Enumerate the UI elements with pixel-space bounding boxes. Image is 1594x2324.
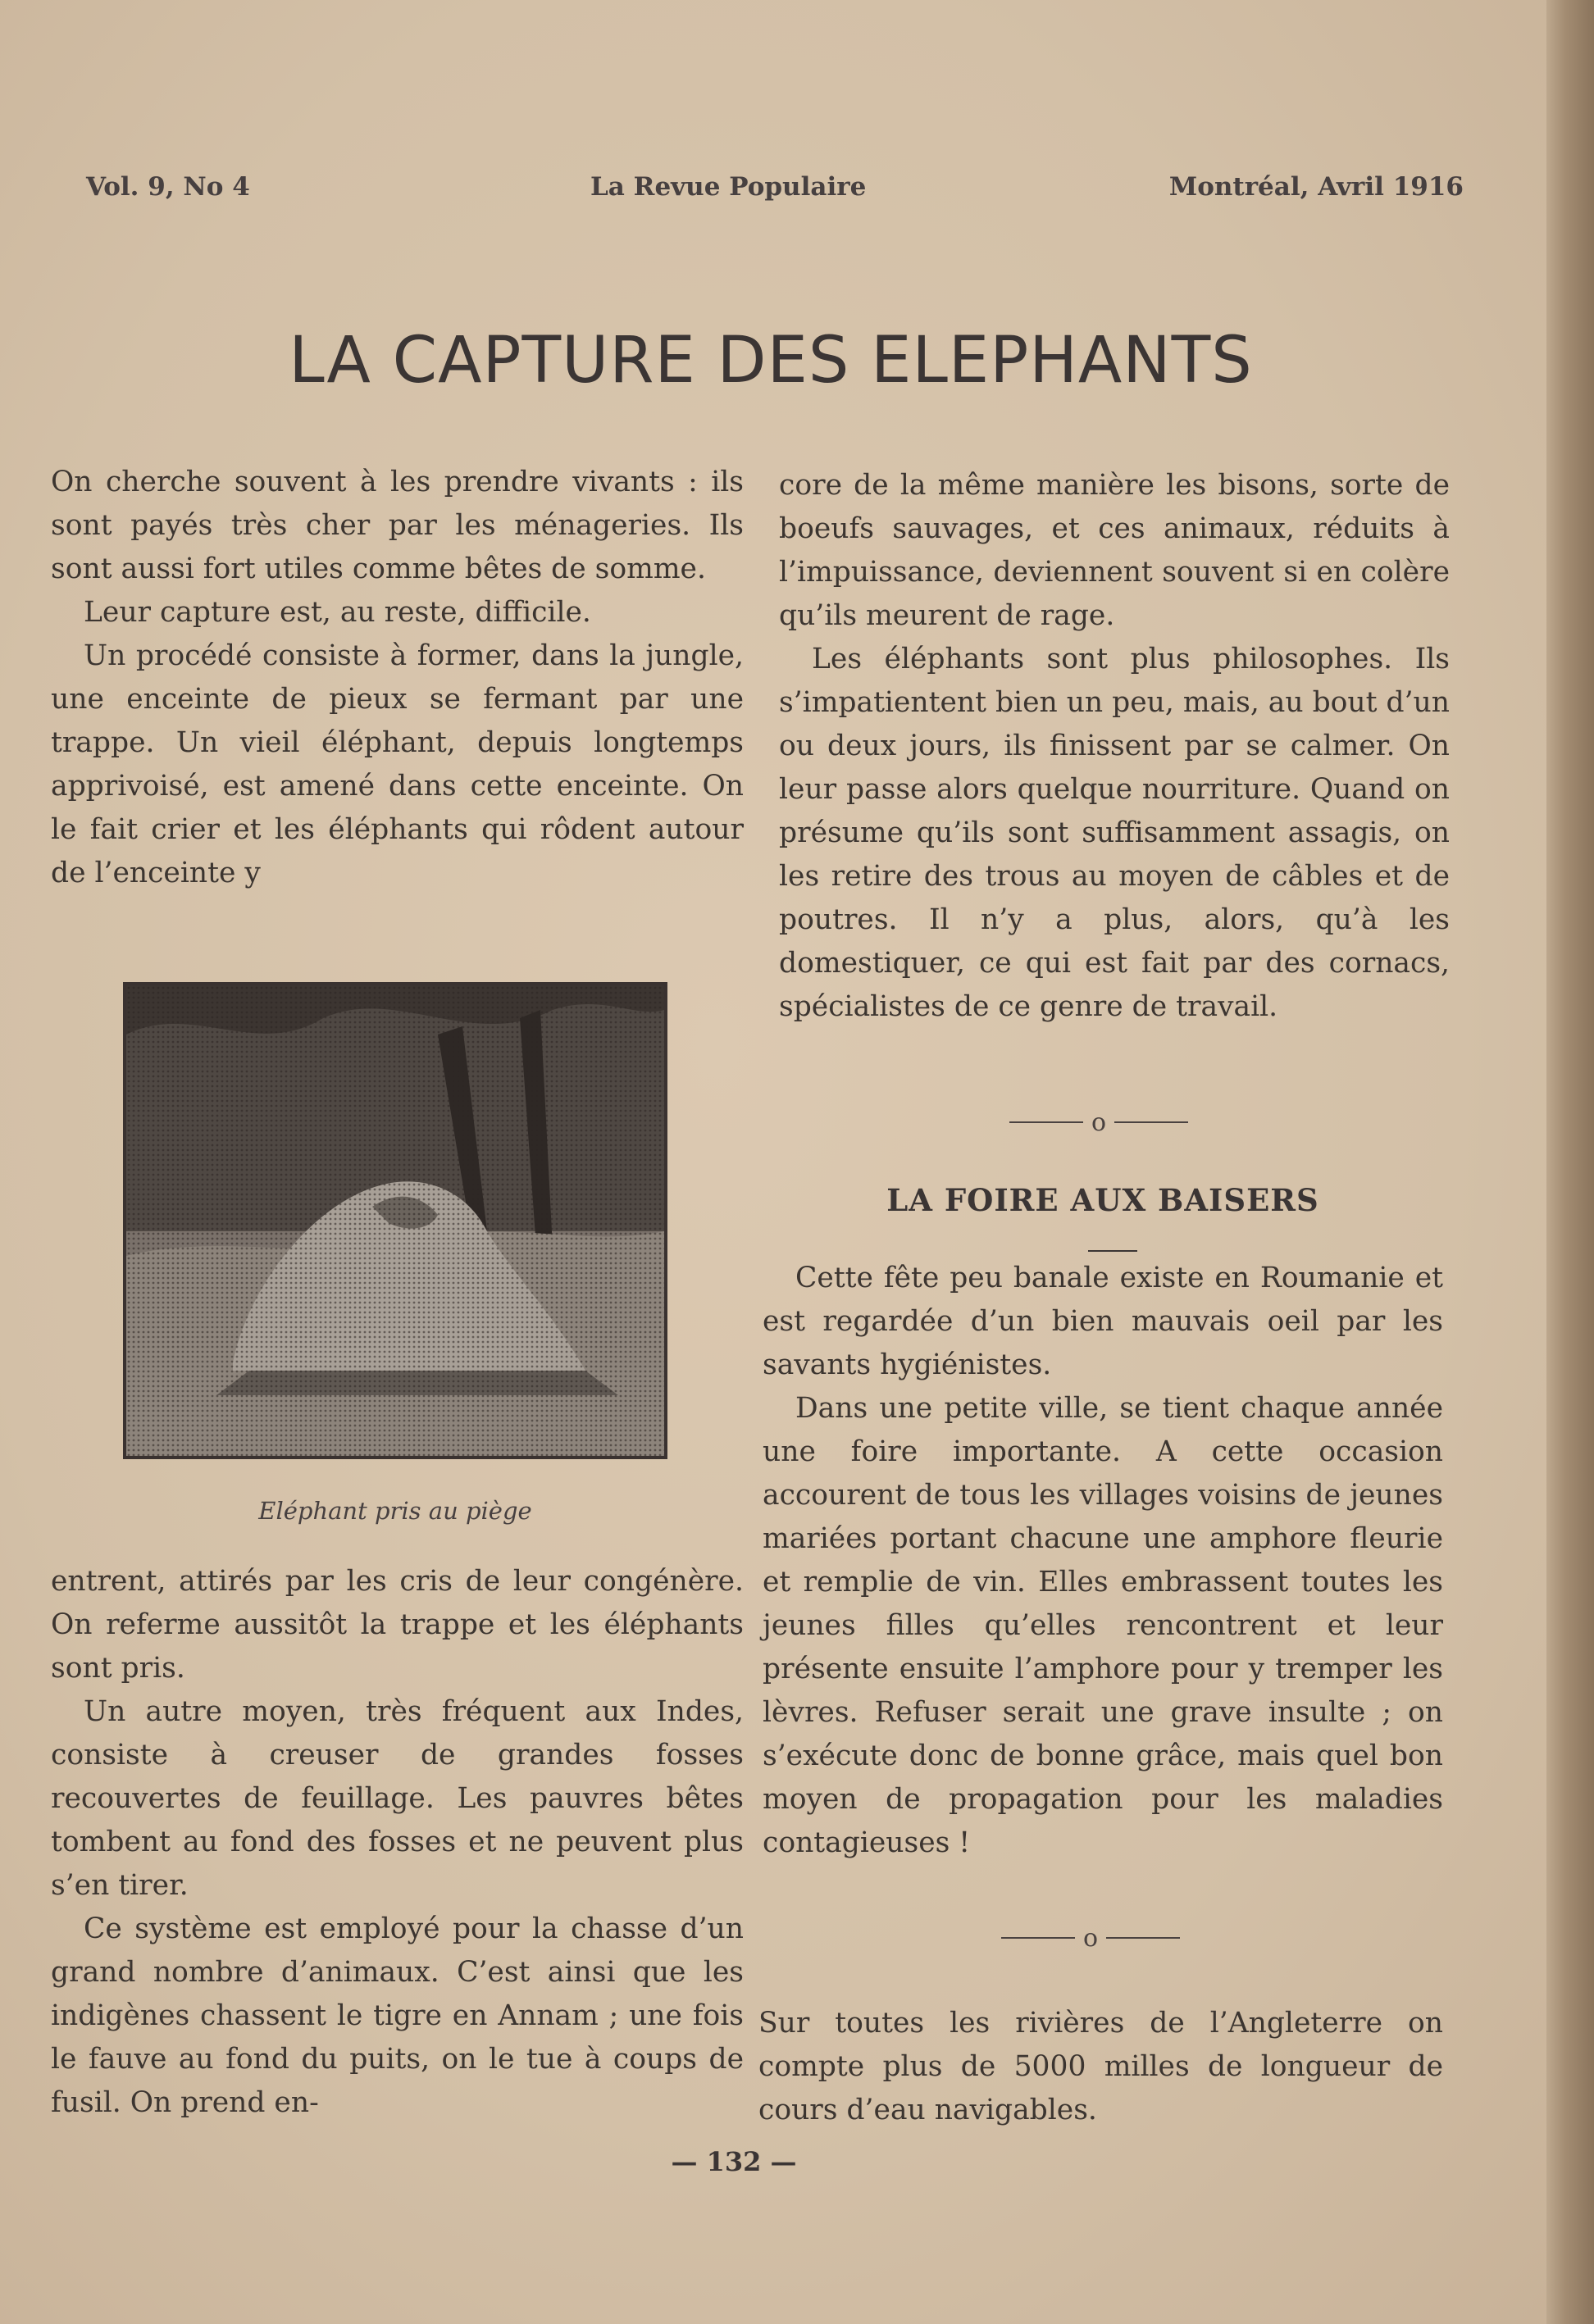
- elephant-photo: [123, 982, 667, 1459]
- separator-rule: [1114, 1121, 1188, 1123]
- article-title: LA CAPTURE DES ELEPHANTS: [289, 324, 1253, 398]
- article-column-1: [51, 461, 744, 895]
- second-article-title: LA FOIRE AUX BAISERS: [886, 1182, 1319, 1218]
- section-separator: [968, 1922, 1214, 1953]
- page-number: — 132 —: [671, 2146, 797, 2177]
- place-date: Montréal, Avril 1916: [1168, 172, 1464, 202]
- figure-caption: Eléphant pris au piège: [258, 1497, 532, 1525]
- title-rule: [1088, 1250, 1137, 1252]
- separator-rule: [1009, 1121, 1083, 1123]
- separator-rule: [1001, 1937, 1075, 1939]
- paragraph: On cherche souvent à les prendre vivants : ils sont payés très cher par les ménageries. Ils sont aussi fort utiles comme bêtes de somme.: [51, 466, 744, 585]
- paragraph: entrent, attirés par les cris de leur congénère. On referme aussitôt la trappe et les éléphants sont pris.: [51, 1565, 744, 1685]
- volume-number: Vol. 9, No 4: [86, 172, 250, 202]
- paragraph: core de la même manière les bisons, sorte de boeufs sauvages, et ces animaux, réduits à l’impuissance, deviennent souvent si en colère qu’ils meurent de rage.: [779, 469, 1450, 632]
- paragraph: Dans une petite ville, se tient chaque année une foire importante. A cette occasion accourent de tous les villages voisins de jeunes mariées portant chacune une amphore fleurie et remplie de vin. Elles embrassent toutes les jeunes filles qu’elles rencontrent et leur présente ensuite l’amphore pour y tremper les lèvres. Refuser serait une grave insulte ; on s’exécute donc de bonne grâce, mais quel bon moyen de propagation pour les maladies contagieuses !: [763, 1392, 1443, 1859]
- paragraph: Ce système est employé pour la chasse d’un grand nombre d’animaux. C’est ainsi que les indigènes chassent le tigre en Annam ; une fois le fauve au fond du puits, on le tue à coups de fusil. On prend en-: [51, 1912, 744, 2119]
- separator-rule: [1106, 1937, 1180, 1939]
- section-separator: [976, 1107, 1222, 1137]
- article-column-1-continued: [51, 1560, 744, 2125]
- separator-symbol: o: [1091, 1107, 1107, 1137]
- note-block: [758, 2002, 1443, 2132]
- publication-name: La Revue Populaire: [590, 172, 867, 202]
- paragraph: Un autre moyen, très fréquent aux Indes, consiste à creuser de grandes fosses recouvertes de feuillage. Les pauvres bêtes tombent au fond des fosses et ne peuvent plus s’en tirer.: [51, 1695, 744, 1902]
- elephant-photo-illustration: [126, 985, 664, 1456]
- paragraph: Leur capture est, au reste, difficile.: [84, 596, 591, 629]
- book-spine: [1546, 0, 1594, 2324]
- separator-symbol: o: [1082, 1923, 1099, 1953]
- paragraph: Un procédé consiste à former, dans la jungle, une enceinte de pieux se fermant par une trappe. Un vieil éléphant, depuis longtemps apprivoisé, est amené dans cette enceinte. On le fait crier et les éléphants qui rôdent autour de l’enceinte y: [51, 639, 744, 889]
- second-article-body: [763, 1257, 1443, 1865]
- paragraph: Les éléphants sont plus philosophes. Ils s’impatientent bien un peu, mais, au bout d’un ou deux jours, ils finissent par se calmer. On leur passe alors quelque nourriture. Quand on présume qu’ils sont suffisamment assagis, on les retire des trous au moyen de câbles et de poutres. Il n’y a plus, alors, qu’à les domestiquer, ce qui est fait par des cornacs, spécialistes de ce genre de travail.: [779, 643, 1450, 1023]
- article-column-2: [779, 464, 1450, 1029]
- paragraph: Cette fête peu banale existe en Roumanie et est regardée d’un bien mauvais oeil par les savants hygiénistes.: [763, 1262, 1443, 1381]
- paragraph: Sur toutes les rivières de l’Angleterre on compte plus de 5000 milles de longueur de cours d’eau navigables.: [758, 2007, 1443, 2126]
- running-header: [86, 172, 1464, 213]
